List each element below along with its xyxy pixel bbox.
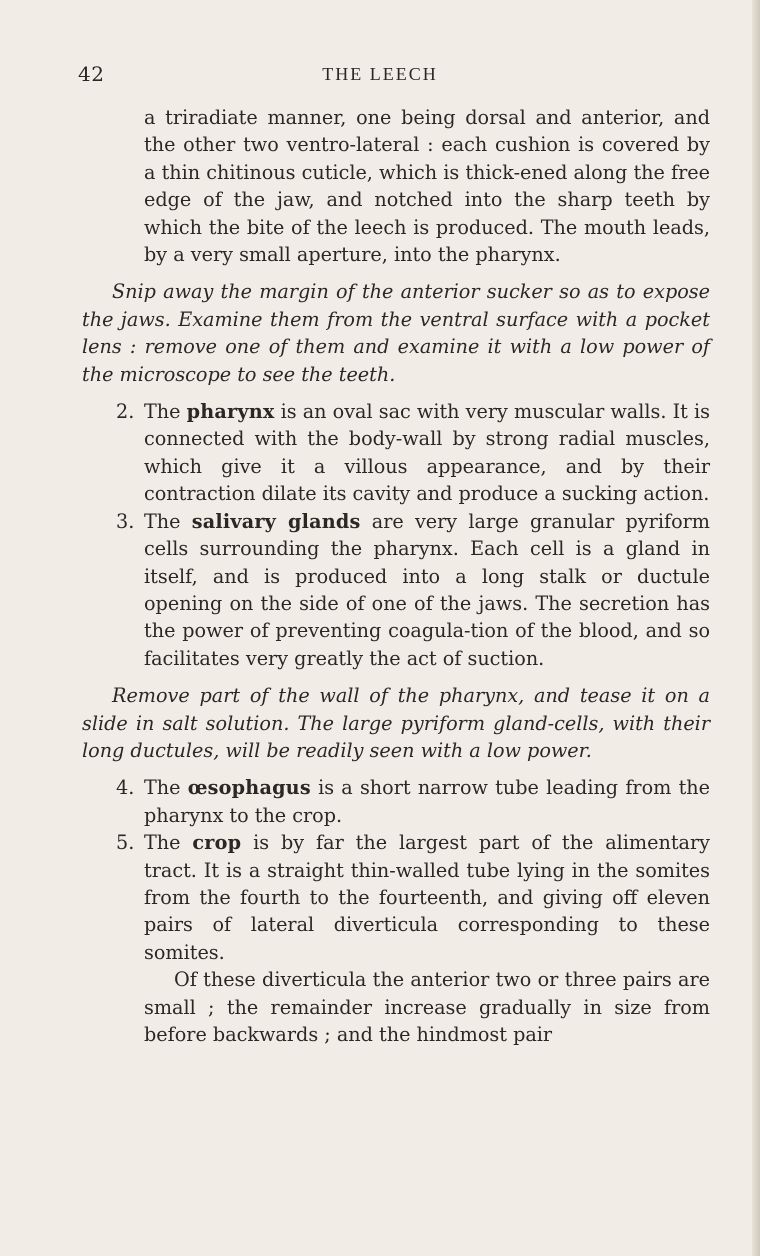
item-text: is by far the largest part of the alimentary tract. It is a straight thin-walled tube lying in the somites from the fourth to the fourteenth, and giving off eleven pairs of lateral diverticula corresponding to these somites. [144,831,710,964]
instruction-paragraph: Snip away the margin of the anterior sucker so as to expose the jaws. Examine them from the ventral surface with a pocket lens : remove one of them and examine it with a low power of the microscope to see the teeth. [82,280,710,386]
item-number: 4. [116,776,135,800]
paragraph-continuation: a triradiate manner, one being dorsal and anterior, and the other two ventro-lateral : each cushion is covered by a thin chitinous cuticle, which is thick-ened along the free edge of the jaw, and notched into the sharp teeth by which the bite of the leech is produced. The mouth leads, by a very small aperture, into the pharynx. [144,106,710,267]
item-number: 2. [116,400,135,424]
item-lead: The [144,509,181,533]
page-edge-shadow [752,0,760,1256]
item-text: is a short narrow tube leading from the pharynx to the crop. [144,776,710,827]
running-head: THE LEECH [322,64,438,84]
item-term: pharynx [186,400,275,424]
numbered-item-pharynx [82,398,710,508]
item-number: 5. [116,831,135,855]
numbered-item-salivary-glands [82,508,710,672]
item-number: 3. [116,509,135,533]
body-text [82,104,710,1048]
item-lead: The [144,776,181,800]
instruction-paragraph: Remove part of the wall of the pharynx, and tease it on a slide in salt solution. The large pyriform gland-cells, with their long ductules, will be readily seen with a low power. [82,684,710,762]
paragraph-crop-continued: Of these diverticula the anterior two or three pairs are small ; the remainder increase gradually in size from before backwards ; and the hindmost pair [144,968,710,1046]
numbered-item-crop [82,829,710,966]
page-number: 42 [78,62,105,86]
item-lead: The [144,400,181,424]
item-text: is an oval sac with very muscular walls. It is connected with the body-wall by strong radial muscles, which give it a villous appearance, and by their contraction dilate its cavity and produce a sucking action. [144,400,710,506]
item-term: salivary glands [191,509,361,533]
item-lead: The [144,831,181,855]
page-header [0,62,760,92]
item-term: crop [192,831,242,855]
item-text: are very large granular pyriform cells surrounding the pharynx. Each cell is a gland in itself, and is produced into a long stalk or ductule opening on the side of one of the jaws. The secretion has the power of preventing coagula-tion of the blood, and so facilitates very greatly the act of suction. [144,509,711,670]
numbered-item-oesophagus [82,774,710,829]
item-term: œsophagus [187,776,311,800]
